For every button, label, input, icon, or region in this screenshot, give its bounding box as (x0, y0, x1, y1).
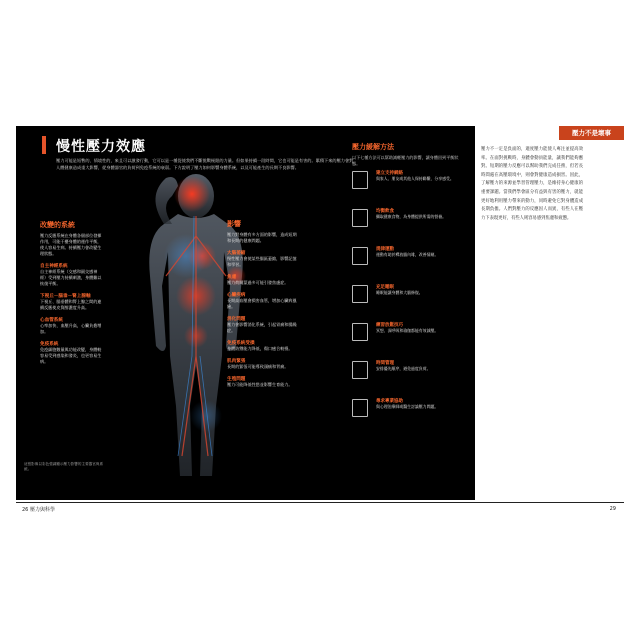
effect-item-text: 壓力可能降低性慾並影響生育能力。 (227, 382, 293, 387)
page-footer (16, 502, 624, 515)
effect-item-text: 壓力荷爾蒙過多可能引發焦慮症。 (227, 280, 289, 285)
relief-item-head: 規律運動 (376, 247, 394, 252)
relief-item-head: 均衡飲食 (376, 209, 394, 214)
relief-item (352, 284, 462, 319)
section-tab: 壓力不是壞事 (559, 126, 624, 140)
relief-item (352, 398, 462, 433)
relief-item-head: 充足睡眠 (376, 285, 394, 290)
sleep-icon (352, 285, 368, 303)
footer-left: 26 壓力與科學 (22, 507, 55, 513)
relief-heading: 壓力緩解方法 (352, 143, 394, 151)
effect-item-head: 心臟疾病 (227, 293, 246, 298)
exercise-icon (352, 247, 368, 265)
system-item-text: 免疫細胞數量與功能改變，身體較容易受到感染和發炎，也更容易生病。 (40, 347, 102, 364)
clock-icon (352, 361, 368, 379)
relief-item-head: 建立支持網絡 (376, 171, 403, 176)
relief-item-head: 尋求專業協助 (376, 399, 403, 404)
effect-item-head: 大腦萎縮 (227, 251, 246, 256)
effect-item-text: 身體防禦能力降低，傷口癒合較慢。 (227, 346, 293, 351)
effects-text: 壓力對身體有多方面的影響，造成短期和長期的健康問題。 (227, 232, 297, 243)
footer-right: 29 (609, 506, 616, 512)
relax-icon (352, 323, 368, 341)
text-page (475, 126, 624, 500)
systems-heading: 改變的系統 (40, 221, 75, 229)
system-item-text: 下視丘、腦垂體和腎上腺之間的連續反應使皮質醇濃度升高。 (40, 299, 102, 310)
relief-methods-column (352, 142, 462, 433)
relief-item (352, 246, 462, 281)
systems-column (40, 220, 102, 365)
relief-item (352, 322, 462, 357)
relief-item-text: 攝取健康食物，為身體提供所需的營養。 (376, 214, 447, 219)
system-item-head: 下視丘－腦垂－腎上腺軸 (40, 294, 91, 299)
system-item-head: 免疫系統 (40, 342, 59, 347)
system-item-text: 自主神經系統（交感和副交感神經）受到壓力持續刺激，身體難以恢復平衡。 (40, 269, 102, 286)
body-text: 壓力不一定是負面的，適度壓力能使人專注並提高效率。在面對挑戰時，身體會動員能量，讓我們能夠應對。短期的壓力反應可以幫助我們完成任務，但若長時間處在高壓環境中，則會對健康造成損害。因此，了解壓力的來源並學習管理壓力，是維持身心健康的重要課題。當我們學會區分有益與有害的壓力，就能更好地利用壓力帶來的動力，同時避免它對身體造成長期負擔。人們對壓力的反應因人而異，有些人在壓力下表現更好，有些人則容易感到焦慮和疲憊。 (481, 147, 583, 221)
effect-item-text: 長期高血壓會損害血管，增加心臟病風險。 (227, 298, 297, 309)
doctor-icon (352, 399, 368, 417)
relief-item-text: 冥想、深呼吸和瑜伽都能有效減壓。 (376, 328, 439, 333)
effect-item-head: 生殖問題 (227, 377, 246, 382)
relief-item-text: 與心理治療師或醫生討論壓力問題。 (376, 404, 439, 409)
title-accent-bar (42, 136, 46, 154)
relief-item-text: 與家人、朋友或其他人保持聯繫，分享感受。 (376, 176, 454, 181)
effects-column (227, 219, 297, 388)
effect-item-text: 壓力會影響消化系統，引起胃痛和腸躁症。 (227, 322, 297, 333)
effect-item-head: 免疫系統受損 (227, 341, 255, 346)
relief-item-text: 運動有助於釋放腦內啡，改善情緒。 (376, 252, 439, 257)
system-item-head: 自主神經系統 (40, 264, 68, 269)
relief-intro: 以下七種方法可以幫助減輕壓力的影響，讓身體回到平衡狀態。 (352, 155, 459, 166)
figure-caption: 這張影像以彩色強調顯示壓力影響的主要器官與系統。 (24, 462, 104, 471)
relief-item-text: 安排優先順序，避免過度負荷。 (376, 366, 431, 371)
effect-item-text: 慢性壓力會使某些腦區萎縮，影響記憶和學習。 (227, 256, 297, 267)
people-icon (352, 171, 368, 189)
system-item-text: 心率加快、血壓升高，心臟負擔增加。 (40, 323, 102, 334)
effect-item-text: 長期的緊張可能導致頭痛和背痛。 (227, 364, 289, 369)
relief-item-head: 練習放鬆技巧 (376, 323, 403, 328)
relief-item (352, 360, 462, 395)
book-spread (16, 126, 624, 514)
page-title: 慢性壓力效應 (56, 139, 146, 155)
infographic-page (16, 126, 475, 500)
effects-heading: 影響 (227, 220, 241, 228)
relief-item (352, 170, 462, 205)
system-item-head: 心血管系統 (40, 318, 63, 323)
effect-item-head: 消化問題 (227, 317, 246, 322)
intro-text: 壓力可能是短暫的、情境性的，來且可以激發行動，它可以是一種促使我們不斷挑戰極限的力量。但如果持續一段時間，它也可能是有害的。累積下來的壓力會對人體健康造成重大影響，從身體器官的負荷到免疫系統的衰弱。下方說明了壓力如何影響身體系統，以及可能產生的長期不良影響。 (56, 158, 354, 170)
systems-text: 壓力反應系統在身體各個部位發揮作用，可能干擾身體的運作平衡，使人容易生病。持續壓力會改變生理狀態。 (40, 233, 102, 256)
effect-item-head: 焦慮 (227, 275, 237, 280)
relief-item-head: 時間管理 (376, 361, 394, 366)
relief-item-text: 睡眠能讓身體和大腦修復。 (376, 290, 423, 295)
food-icon (352, 209, 368, 227)
relief-item (352, 208, 462, 243)
effect-item-head: 肌肉緊張 (227, 359, 246, 364)
